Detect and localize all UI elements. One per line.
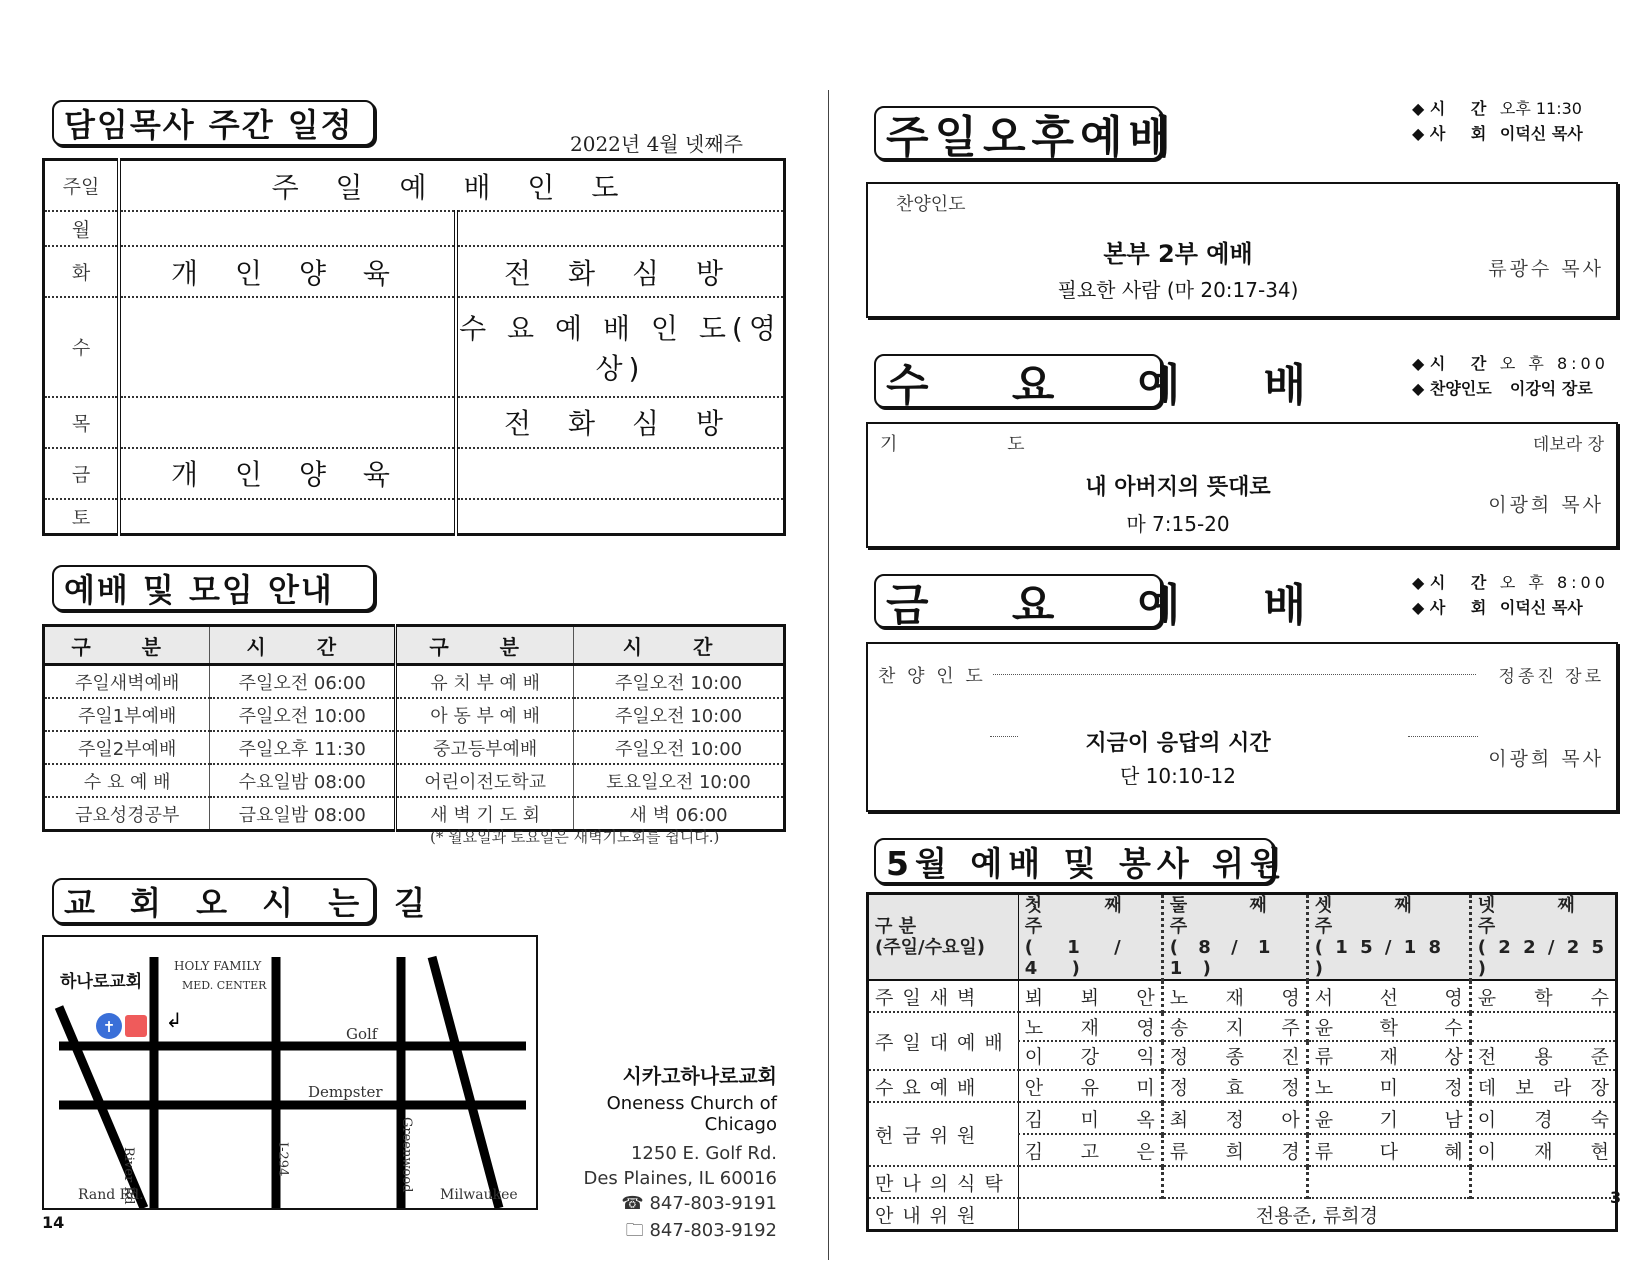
service-name: 수 요 예 배 — [44, 764, 210, 797]
preacher: 류광수 목사 — [1488, 258, 1604, 280]
service-time: 금요일밤 08:00 — [210, 797, 396, 831]
duty-cell: 정 종 진 — [1162, 1041, 1307, 1070]
week-name: 넷 째 주 — [1477, 895, 1603, 937]
week-header — [1162, 894, 1307, 981]
time-value: 오 후 8:00 — [1499, 354, 1609, 373]
time-value: 오 후 8:00 — [1499, 573, 1609, 592]
service-name: 새 벽 기 도 회 — [396, 797, 574, 831]
duty-cell: 류 재 상 — [1307, 1041, 1470, 1070]
leader-label: 찬양인도 — [1429, 379, 1492, 398]
head-label-2: (주일/수요일) — [875, 937, 985, 958]
phone-icon: ☎ — [621, 1193, 650, 1214]
schedule-cell: 전 화 심 방 — [456, 397, 785, 448]
service-name: 주일2부예배 — [44, 731, 210, 764]
duty-cell-span: 전용준, 류희경 — [1255, 1204, 1378, 1227]
week-header — [1018, 894, 1162, 981]
duty-header-label — [868, 894, 1019, 981]
services-title: 예배 및 모임 안내 — [52, 565, 375, 611]
table-row — [44, 665, 785, 699]
leader-label: 사 회 — [1429, 598, 1497, 617]
day-label: 수 — [44, 297, 120, 397]
duty-cell: 류 희 경 — [1162, 1134, 1307, 1166]
church-contact — [547, 1060, 777, 1248]
leader-value: 이덕신 목사 — [1499, 124, 1583, 143]
week-dates: ( 8 / 1 1 ) — [1169, 937, 1278, 979]
table-row — [868, 1102, 1617, 1134]
service-name: 유 치 부 예 배 — [396, 665, 574, 699]
day-label: 주일 — [44, 160, 120, 212]
church-map — [42, 935, 538, 1210]
schedule-cell — [456, 211, 785, 246]
duty-label: 만나의식탁 — [868, 1166, 1019, 1198]
schedule-row — [44, 448, 785, 499]
golf-label: Golf — [346, 1025, 378, 1043]
week-dates: ( 1 / 4 ) — [1024, 937, 1135, 979]
duty-cell — [1470, 1012, 1616, 1041]
services-note: (* 월요일과 토요일은 새벽기도회를 쉽니다.) — [430, 828, 720, 846]
leader-value: 이덕신 목사 — [1499, 598, 1583, 617]
week-dates: ( 1 5 / 1 8 ) — [1314, 937, 1445, 979]
head-label-1: 구 분 — [875, 916, 917, 937]
services-table — [42, 624, 786, 832]
day-label: 목 — [44, 397, 120, 448]
svg-text:✝: ✝ — [102, 1018, 116, 1036]
church-label: 하나로교회 — [60, 972, 143, 992]
duty-cell: 윤 학 수 — [1470, 980, 1616, 1012]
table-row — [868, 980, 1617, 1012]
service-time: 수요일밤 08:00 — [210, 764, 396, 797]
duty-label: 안내위원 — [868, 1198, 1019, 1231]
schedule-cell — [119, 499, 456, 535]
duty-cell: 이 경 숙 — [1470, 1102, 1616, 1134]
duty-cell: 서 선 영 — [1307, 980, 1470, 1012]
duty-cell: 이 재 현 — [1470, 1134, 1616, 1166]
sermon-title: 본부 2부 예배 — [1103, 240, 1253, 268]
duty-cell: 정 효 정 — [1162, 1070, 1307, 1102]
address-line-2: Des Plaines, IL 60016 — [583, 1168, 777, 1189]
schedule-cell: 수 요 예 배 인 도(영상) — [456, 297, 785, 397]
duty-cell — [1018, 1166, 1162, 1198]
milwaukee-line — [432, 957, 499, 1208]
service-time: 주일오전 10:00 — [574, 698, 785, 731]
schedule-week: 2022년 4월 넷째주 — [570, 132, 743, 156]
service-time: 토요일오전 10:00 — [574, 764, 785, 797]
service-name: 중고등부예배 — [396, 731, 574, 764]
schedule-row — [44, 297, 785, 397]
hospital-label-1: HOLY FAMILY — [174, 959, 262, 973]
service-time: 주일오전 10:00 — [574, 665, 785, 699]
sermon-title: 지금이 응답의 시간 — [1085, 731, 1271, 756]
duty-cell: 최 정 아 — [1162, 1102, 1307, 1134]
praise-name: 정종진 장로 — [1498, 667, 1604, 687]
i294-label: I-294 — [275, 1142, 290, 1177]
duty-cell: 김 고 은 — [1018, 1134, 1162, 1166]
week-header — [1307, 894, 1470, 981]
duty-label: 주일새벽 — [868, 980, 1019, 1012]
day-label: 토 — [44, 499, 120, 535]
fax-number: 847-803-9192 — [649, 1220, 777, 1241]
sunday-pm-info: ◆ 시 간 오후 11:30 ◆ 사 회 이덕신 목사 — [1412, 96, 1583, 146]
wednesday-title: 수 요 예 배 — [874, 354, 1162, 408]
col-header: 시 간 — [574, 626, 785, 665]
preacher: 이광희 목사 — [1488, 748, 1604, 770]
river-road-label: River Rd — [121, 1147, 136, 1205]
table-row — [44, 764, 785, 797]
day-label: 화 — [44, 246, 120, 297]
praise-label: 찬 양 인 도 — [878, 666, 986, 687]
duty-cell: 안 유 미 — [1018, 1070, 1162, 1102]
service-time: 주일오후 11:30 — [210, 731, 396, 764]
pastor-schedule-title: 담임목사 주간 일정 — [52, 100, 375, 146]
schedule-row — [44, 211, 785, 246]
day-label: 금 — [44, 448, 120, 499]
time-label: 시 간 — [1429, 573, 1497, 592]
schedule-row — [44, 397, 785, 448]
church-name: 시카고하나로교회 — [622, 1064, 777, 1088]
col-header: 구 분 — [44, 626, 210, 665]
sunday-pm-title: 주일오후예배 — [874, 106, 1162, 160]
friday-title: 금 요 예 배 — [874, 574, 1162, 628]
duty-cell: 윤 기 남 — [1307, 1102, 1470, 1134]
table-row — [868, 1198, 1617, 1231]
duty-cell: 윤 학 수 — [1307, 1012, 1470, 1041]
duty-cell: 노 재 영 — [1162, 980, 1307, 1012]
table-row — [44, 698, 785, 731]
leader-label: 사 회 — [1429, 124, 1497, 143]
service-time: 주일오전 10:00 — [210, 698, 396, 731]
schedule-cell: 개 인 양 육 — [119, 246, 456, 297]
dot-leader — [993, 674, 1476, 675]
wednesday-box — [866, 422, 1618, 548]
fax-icon: 🗀 — [625, 1220, 650, 1241]
duty-cell — [1307, 1166, 1470, 1198]
preacher: 이광희 목사 — [1488, 494, 1604, 516]
service-name: 금요성경공부 — [44, 797, 210, 831]
pastor-schedule-table — [42, 158, 786, 536]
church-name-en: Oneness Church of Chicago — [606, 1093, 777, 1135]
day-label: 월 — [44, 211, 120, 246]
phone-number: 847-803-9191 — [649, 1193, 777, 1214]
duty-label: 헌금위원 — [868, 1102, 1019, 1166]
duty-cell — [1162, 1166, 1307, 1198]
service-time: 주일오전 06:00 — [210, 665, 396, 699]
schedule-cell: 주 일 예 배 인 도 — [119, 160, 785, 212]
week-dates: ( 2 2 / 2 5 ) — [1477, 937, 1608, 979]
schedule-cell — [119, 397, 456, 448]
duty-cell: 뵈 뵈 안 — [1018, 980, 1162, 1012]
service-name: 주일새벽예배 — [44, 665, 210, 699]
friday-info: ◆ 시 간 오 후 8:00 ◆ 사 회 이덕신 목사 — [1412, 570, 1609, 620]
dempster-label: Dempster — [308, 1083, 383, 1101]
rand-road-label: Rand Rd. — [78, 1187, 144, 1203]
arrow-icon: ↲ — [165, 1008, 183, 1032]
duty-cell: 전 용 준 — [1470, 1041, 1616, 1070]
may-duty-title: 5월 예배 및 봉사 위원 — [874, 838, 1274, 884]
service-time: 주일오전 10:00 — [574, 731, 785, 764]
schedule-cell — [456, 499, 785, 535]
page-number-right: 3 — [1610, 1188, 1622, 1207]
friday-box — [866, 642, 1618, 812]
leader-value: 이강익 장로 — [1509, 379, 1593, 398]
sermon-title: 내 아버지의 뜻대로 — [1085, 475, 1271, 500]
duty-cell: 노 재 영 — [1018, 1012, 1162, 1041]
col-header: 시 간 — [210, 626, 396, 665]
duty-cell: 노 미 정 — [1307, 1070, 1470, 1102]
service-time: 새 벽 06:00 — [629, 804, 728, 826]
time-value: 오후 11:30 — [1499, 99, 1582, 118]
col-header: 구 분 — [396, 626, 574, 665]
address-line-1: 1250 E. Golf Rd. — [630, 1143, 777, 1164]
schedule-cell — [119, 211, 456, 246]
week-name: 셋 째 주 — [1314, 895, 1440, 937]
duty-cell: 송 지 주 — [1162, 1012, 1307, 1041]
duty-header-row — [868, 894, 1617, 981]
schedule-row — [44, 160, 785, 212]
prayer-label: 기 도 — [880, 434, 1077, 455]
table-row — [44, 731, 785, 764]
table-row — [868, 1166, 1617, 1198]
week-header — [1470, 894, 1616, 981]
schedule-row — [44, 499, 785, 535]
service-name: 주일1부예배 — [44, 698, 210, 731]
duty-cell: 데 보 라 장 — [1470, 1070, 1616, 1102]
directions-title: 교 회 오 시 는 길 — [52, 878, 375, 924]
service-name: 어린이전도학교 — [396, 764, 574, 797]
table-row — [868, 1012, 1617, 1041]
prayer-name: 데보라 장 — [1532, 435, 1604, 455]
milwaukee-label: Milwaukee — [440, 1187, 518, 1203]
week-name: 둘 째 주 — [1169, 895, 1295, 937]
table-row — [868, 1070, 1617, 1102]
greenwood-label: Greenwood — [399, 1117, 414, 1193]
scripture: 마 7:15-20 — [1126, 512, 1230, 536]
hospital-icon — [125, 1015, 147, 1037]
duty-cell: 류 다 혜 — [1307, 1134, 1470, 1166]
service-name: 아 동 부 예 배 — [396, 698, 574, 731]
may-duty-table — [866, 892, 1618, 1232]
page-number-left: 14 — [42, 1213, 65, 1232]
schedule-cell: 개 인 양 육 — [119, 448, 456, 499]
praise-label: 찬양인도 — [896, 194, 966, 215]
schedule-cell — [119, 297, 456, 397]
schedule-row — [44, 246, 785, 297]
services-header — [44, 626, 785, 665]
duty-cell: 김 미 옥 — [1018, 1102, 1162, 1134]
time-label: 시 간 — [1429, 354, 1497, 373]
duty-label: 주일대예배 — [868, 1012, 1019, 1070]
scripture: 필요한 사람 (마 20:17-34) — [1057, 278, 1299, 302]
duty-cell — [1470, 1166, 1616, 1198]
week-name: 첫 째 주 — [1024, 895, 1150, 937]
page-spine — [828, 90, 829, 1260]
schedule-cell: 전 화 심 방 — [456, 246, 785, 297]
time-label: 시 간 — [1429, 99, 1497, 118]
duty-cell: 이 강 익 — [1018, 1041, 1162, 1070]
scripture: 단 10:10-12 — [1120, 764, 1236, 788]
hospital-label-2: MED. CENTER — [182, 979, 267, 992]
schedule-cell — [456, 448, 785, 499]
duty-label: 수요예배 — [868, 1070, 1019, 1102]
sunday-pm-box — [866, 182, 1618, 318]
wednesday-info: ◆ 시 간 오 후 8:00 ◆ 찬양인도 이강익 장로 — [1412, 351, 1609, 401]
